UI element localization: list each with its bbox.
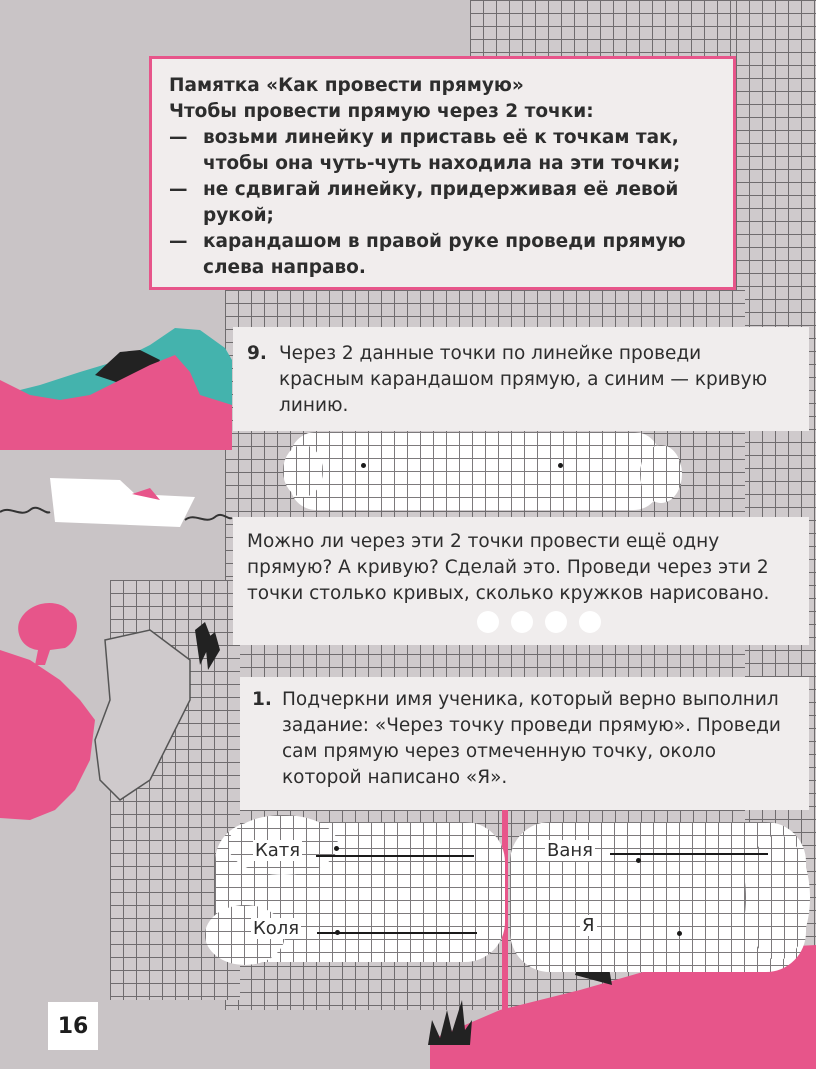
task-9-grid[interactable] [290, 432, 660, 510]
memo-item-text: возьми линейку и приставь её к точкам так, чтобы она чуть-чуть находила на эти точки; [203, 127, 681, 174]
task-9-text: Через 2 данные точки по линейке проведи красным карандашом прямую, а синим — кривую линию. [279, 343, 768, 416]
memo-title: Памятка «Как провести прямую» [169, 75, 524, 96]
katya-line[interactable] [316, 855, 474, 857]
black-stripes [195, 622, 220, 670]
kolya-line[interactable] [317, 932, 477, 934]
memo-dash: — [169, 231, 188, 252]
pink-cliff [0, 650, 95, 820]
task-9-grid-bump-left [283, 445, 323, 497]
pink-tree [18, 603, 77, 665]
task-9-number: 9. [247, 343, 267, 364]
memo-dash: — [169, 127, 188, 148]
memo-subtitle: Чтобы провести прямую через 2 точки: [169, 101, 594, 122]
task-9-panel [233, 327, 809, 431]
name-katya: Катя [255, 840, 301, 861]
name-kolya: Коля [253, 918, 300, 939]
boat-hull [50, 478, 195, 527]
circle-3 [545, 611, 567, 633]
vanya-line[interactable] [610, 853, 768, 855]
wave-line-right [185, 515, 232, 520]
wave-line-left [0, 508, 50, 513]
circle-2 [511, 611, 533, 633]
memo-dash: — [169, 179, 188, 200]
circles-row [470, 608, 610, 638]
task-1-text: Подчеркни имя ученика, который верно выполнил задание: «Через точку проведи прямую». Проведи сам прямую через отмеченную точку, около которой написано «Я». [282, 689, 781, 788]
circle-1 [477, 611, 499, 633]
grass-tuft-left [428, 1000, 472, 1045]
circle-4 [579, 611, 601, 633]
task-1-number: 1. [252, 689, 272, 710]
katya-point [334, 846, 339, 851]
grey-rocks [95, 630, 190, 800]
vanya-point [636, 858, 641, 863]
task-9-grid-bump-right [640, 445, 682, 503]
task-1-panel [240, 677, 809, 810]
memo-item [169, 177, 715, 229]
kolya-point [335, 930, 340, 935]
page-number: 16 [48, 1002, 98, 1050]
question-text: Можно ли через эти 2 точки провести ещё одну прямую? А кривую? Сделай это. Проведи через эти 2 точки столько кривых, сколько кружков нарисовано. [247, 531, 770, 604]
name-vanya: Ваня [547, 840, 593, 861]
task-1-content [252, 687, 791, 791]
memo-box [149, 56, 736, 290]
name-me: Я [582, 915, 595, 936]
point-a[interactable] [361, 463, 366, 468]
task-9-content [247, 341, 791, 419]
me-point[interactable] [677, 931, 682, 936]
point-b[interactable] [558, 463, 563, 468]
memo-item-text: карандашом в правой руке проведи прямую слева направо. [203, 231, 686, 278]
memo-item [169, 229, 715, 281]
memo-item [169, 125, 715, 177]
memo-item-text: не сдвигай линейку, придерживая её левой рукой; [203, 179, 679, 226]
